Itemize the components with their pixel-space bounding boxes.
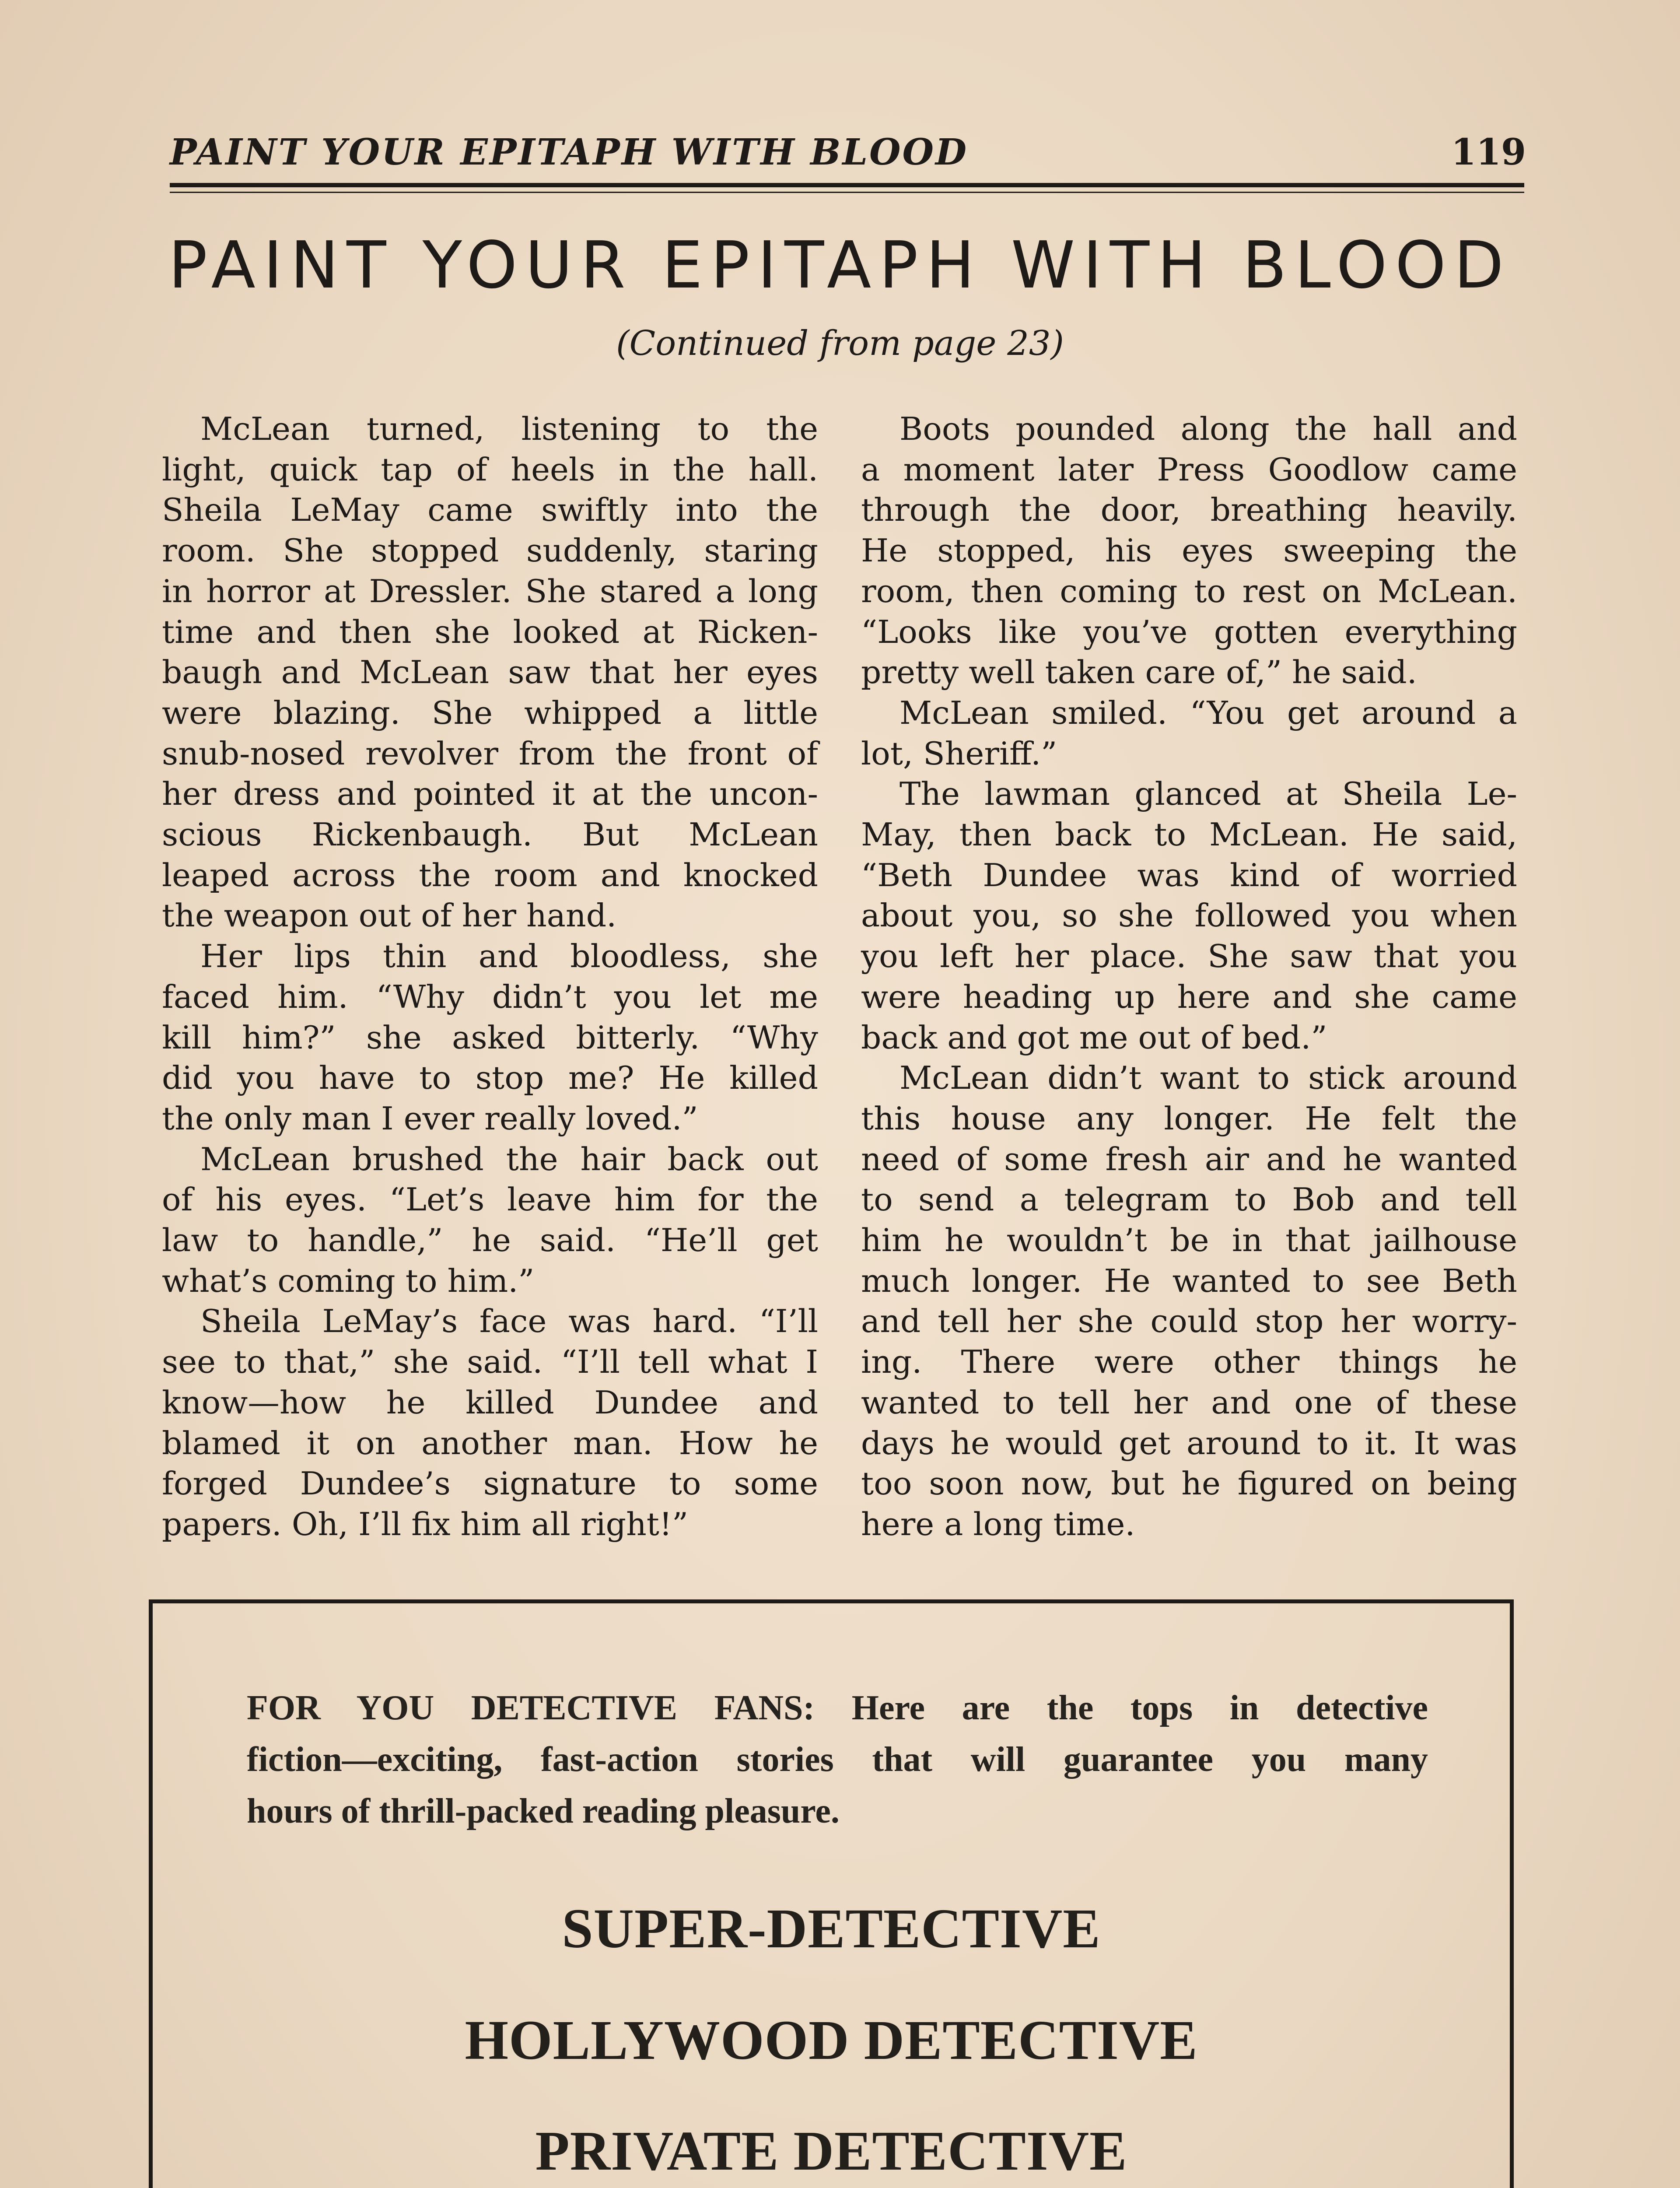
text-line: Boots pounded along the hall and bbox=[900, 411, 1517, 448]
text-line: kill him?” she asked bitterly. “Why bbox=[162, 1019, 818, 1056]
text-line: time and then she looked at Ricken- bbox=[162, 614, 818, 651]
text-line: room, then coming to rest on McLean. bbox=[861, 573, 1517, 610]
text-line: this house any longer. He felt the bbox=[861, 1100, 1517, 1137]
text-line: her dress and pointed it at the uncon- bbox=[162, 776, 818, 813]
text-line: Sheila LeMay’s face was hard. “I’ll bbox=[200, 1303, 818, 1340]
text-line: May, then back to McLean. He said, bbox=[861, 817, 1517, 854]
text-line: the only man I ever really loved.” bbox=[162, 1100, 698, 1137]
text-line: through the door, breathing heavily. bbox=[861, 492, 1517, 529]
text-line: room. She stopped suddenly, staring bbox=[162, 533, 818, 570]
ad-magazine-title: PRIVATE DETECTIVE bbox=[535, 2120, 1127, 2182]
text-line: McLean didn’t want to stick around bbox=[900, 1060, 1517, 1097]
ad-magazine-title: SUPER-DETECTIVE bbox=[562, 1897, 1101, 1960]
text-line: what’s coming to him.” bbox=[162, 1262, 535, 1300]
text-line: He stopped, his eyes sweeping the bbox=[861, 533, 1517, 570]
header-rule bbox=[170, 183, 1524, 187]
ad-intro-line: fiction—exciting, fast-action stories that will guarantee you many bbox=[247, 1740, 1428, 1779]
ad-magazine-title: HOLLYWOOD DETECTIVE bbox=[465, 2009, 1198, 2071]
running-head-title: PAINT YOUR EPITAPH WITH BLOOD bbox=[170, 131, 969, 173]
header-rule-thin bbox=[170, 192, 1524, 193]
text-line: of his eyes. “Let’s leave him for the bbox=[162, 1182, 818, 1219]
text-line: were heading up here and she came bbox=[861, 978, 1517, 1016]
story-column-left bbox=[162, 409, 818, 1545]
continued-note: (Continued from page 23) bbox=[616, 324, 1064, 363]
text-line: “Looks like you’ve gotten everything bbox=[861, 614, 1517, 651]
page-number: 119 bbox=[1451, 131, 1526, 173]
text-line: pretty well taken care of,” he said. bbox=[861, 654, 1417, 691]
ad-intro-line: FOR YOU DETECTIVE FANS: Here are the tops in detective bbox=[247, 1689, 1428, 1727]
text-line: papers. Oh, I’ll fix him all right!” bbox=[162, 1506, 689, 1543]
advertisement-box bbox=[149, 1599, 1514, 2188]
text-line: Sheila LeMay came swiftly into the bbox=[162, 492, 818, 529]
text-line: days he would get around to it. It was bbox=[861, 1425, 1517, 1462]
text-line: a moment later Press Goodlow came bbox=[861, 451, 1517, 488]
story-column-right bbox=[861, 409, 1517, 1545]
text-line: and tell her she could stop her worry- bbox=[861, 1303, 1517, 1340]
text-line: about you, so she followed you when bbox=[861, 898, 1517, 935]
text-line: here a long time. bbox=[861, 1506, 1135, 1543]
running-head bbox=[170, 123, 1526, 179]
text-line: you left her place. She saw that you bbox=[861, 938, 1517, 975]
text-line: McLean smiled. “You get around a bbox=[900, 694, 1517, 732]
text-line: need of some fresh air and he wanted bbox=[861, 1141, 1517, 1178]
text-line: see to that,” she said. “I’ll tell what I bbox=[162, 1344, 818, 1381]
text-line: were blazing. She whipped a little bbox=[162, 694, 818, 732]
text-line: The lawman glanced at Sheila Le- bbox=[900, 776, 1517, 813]
text-line: law to handle,” he said. “He’ll get bbox=[162, 1222, 818, 1259]
ad-intro-line: hours of thrill-packed reading pleasure. bbox=[247, 1792, 840, 1830]
text-line: ing. There were other things he bbox=[861, 1344, 1517, 1381]
text-line: to send a telegram to Bob and tell bbox=[861, 1182, 1517, 1219]
text-line: blamed it on another man. How he bbox=[162, 1425, 818, 1462]
text-line: in horror at Dressler. She stared a long bbox=[162, 573, 818, 610]
text-line: lot, Sheriff.” bbox=[861, 735, 1057, 772]
text-line: the weapon out of her hand. bbox=[162, 898, 617, 935]
text-line: McLean turned, listening to the bbox=[200, 411, 818, 448]
text-line: leaped across the room and knocked bbox=[162, 857, 818, 894]
text-line: forged Dundee’s signature to some bbox=[162, 1466, 818, 1503]
story-title: PAINT YOUR EPITAPH WITH BLOOD bbox=[168, 228, 1512, 303]
text-line: snub-nosed revolver from the front of bbox=[162, 735, 818, 772]
text-line: faced him. “Why didn’t you let me bbox=[162, 978, 818, 1016]
text-line: did you have to stop me? He killed bbox=[162, 1060, 818, 1097]
text-line: too soon now, but he figured on being bbox=[861, 1466, 1517, 1503]
text-line: much longer. He wanted to see Beth bbox=[861, 1262, 1517, 1300]
text-line: scious Rickenbaugh. But McLean bbox=[162, 817, 818, 854]
text-line: him he wouldn’t be in that jailhouse bbox=[861, 1222, 1517, 1259]
text-line: McLean brushed the hair back out bbox=[200, 1141, 818, 1178]
ad-intro bbox=[247, 1682, 1428, 1837]
text-line: Her lips thin and bloodless, she bbox=[200, 938, 818, 975]
text-line: “Beth Dundee was kind of worried bbox=[861, 857, 1517, 894]
text-line: light, quick tap of heels in the hall. bbox=[162, 451, 818, 488]
text-line: baugh and McLean saw that her eyes bbox=[162, 654, 818, 691]
text-line: know—how he killed Dundee and bbox=[162, 1384, 818, 1421]
text-line: wanted to tell her and one of these bbox=[861, 1384, 1517, 1421]
text-line: back and got me out of bed.” bbox=[861, 1019, 1327, 1056]
